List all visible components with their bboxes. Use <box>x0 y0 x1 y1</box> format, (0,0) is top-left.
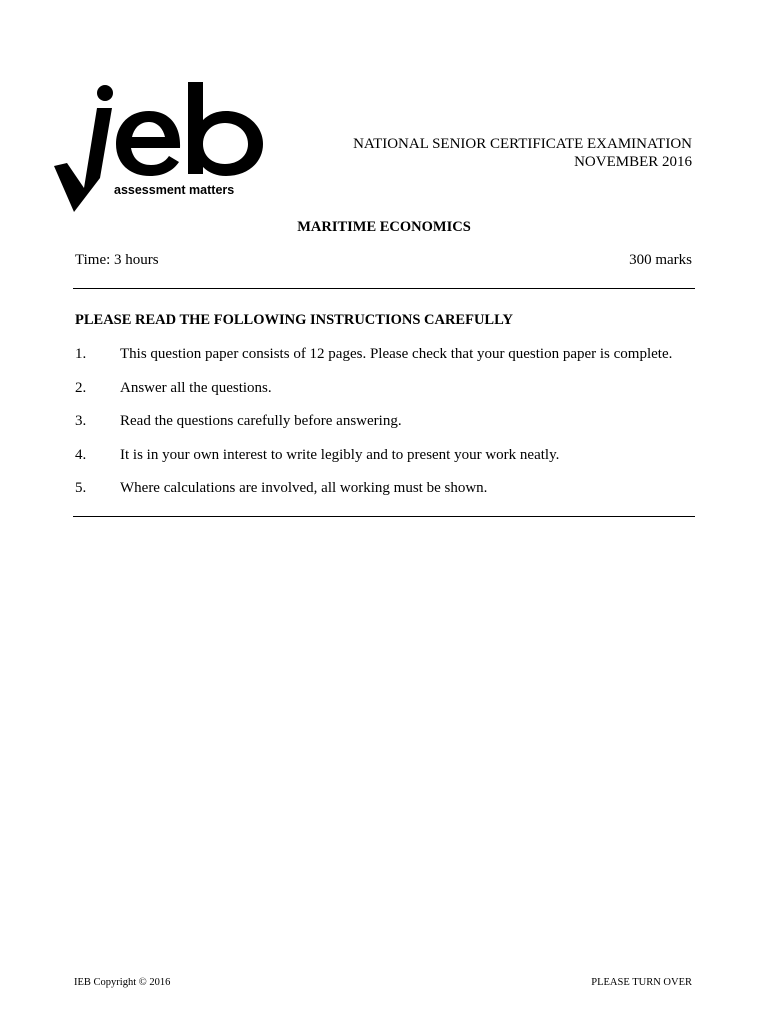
exam-title: NATIONAL SENIOR CERTIFICATE EXAMINATION <box>353 136 692 152</box>
instruction-text: Where calculations are involved, all working must be shown. <box>120 480 488 496</box>
instruction-number: 5. <box>75 480 87 496</box>
instruction-item <box>75 345 705 379</box>
ieb-logo <box>54 78 266 214</box>
instruction-text: It is in your own interest to write legibly and to present your work neatly. <box>120 446 560 463</box>
instruction-text: Read the questions carefully before answering. <box>120 413 402 429</box>
instruction-item <box>75 446 705 480</box>
instruction-number: 1. <box>75 346 87 362</box>
instruction-item <box>75 379 705 413</box>
instructions-heading: PLEASE READ THE FOLLOWING INSTRUCTIONS CAREFULLY <box>75 312 513 328</box>
instruction-number: 3. <box>75 413 87 429</box>
divider-top <box>73 288 695 289</box>
instruction-text: Answer all the questions. <box>120 379 272 396</box>
time-allowed: Time: 3 hours <box>75 252 159 268</box>
footer-copyright: IEB Copyright © 2016 <box>74 977 171 988</box>
subject-title: MARITIME ECONOMICS <box>297 219 471 235</box>
instructions-list <box>75 345 705 513</box>
exam-header <box>353 135 692 171</box>
footer-turn-over: PLEASE TURN OVER <box>591 977 692 988</box>
checkmark-logo-icon <box>54 78 266 214</box>
instruction-item <box>75 479 705 513</box>
instruction-text: This question paper consists of 12 pages. Please check that your question paper is complete. <box>120 346 673 362</box>
instruction-number: 2. <box>75 379 87 396</box>
instruction-number: 4. <box>75 446 87 463</box>
divider-bottom <box>73 516 695 517</box>
exam-date: NOVEMBER 2016 <box>574 154 692 170</box>
instruction-item <box>75 412 705 446</box>
total-marks: 300 marks <box>629 252 692 268</box>
logo-tagline: assessment matters <box>114 183 235 197</box>
